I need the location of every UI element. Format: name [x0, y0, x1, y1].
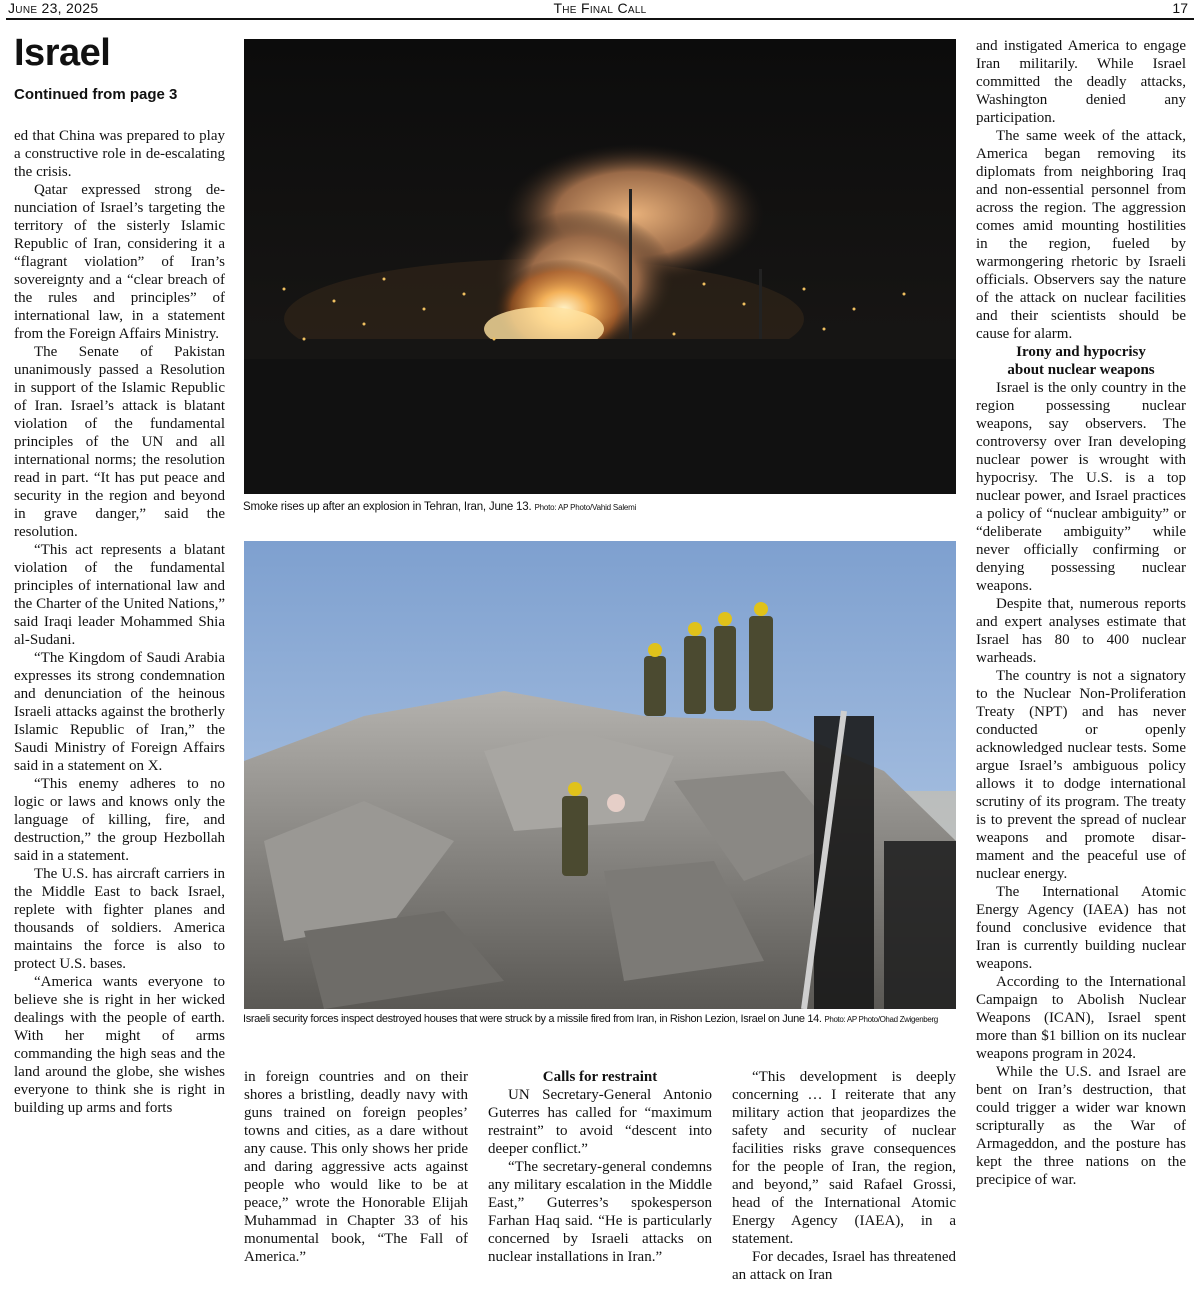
paragraph: Qatar expressed strong denunciation of Israel’s targeting the territory of the sisterly Islamic Republic of Iran, considering it a “flagrant violation” of Iran’s sovereignty and a “clear breach of the rules and principles” of international law, in a statement from the Foreign Affairs Ministry. [14, 182, 225, 342]
paragraph: and instigated America to engage Iran militarily. While Israel committed the deadly attacks, Washington denied any participation. [976, 38, 1186, 126]
subhead-irony-line2: about nuclear weapons [1007, 362, 1155, 378]
column-4 [732, 1068, 956, 1284]
photo1-credit: Photo: AP Photo/Vahid Salemi [534, 503, 637, 512]
continued-from: Continued from page 3 [14, 86, 178, 103]
paragraph: The country is not a signatory to the Nuclear Non-Proliferation Treaty (NPT) and has never conducted or openly acknowledged nuclear tests. Some argue Israel’s ambiguous policy allows it to dodge international scrutiny of its program. The treaty is to prevent the spread of nuclear weapons and promote disarmament and the peaceful use of nuclear energy. [976, 668, 1186, 882]
paragraph: “This enemy adheres to no logic or laws and knows only the language of killing, fire, and destruction,” the group Hezbollah said in a statement. [14, 776, 225, 864]
paragraph: The Senate of Pakistan unanimously passed a Resolution in support of the Islamic Republic of Iran. Israel’s attack is blatant violation of the fundamental principles of the UN and all international norms; the resolution read in part. “It has put peace and security in the region and beyond in grave danger,” said the resolution. [14, 344, 225, 540]
paragraph: The U.S. has aircraft carriers in the Middle East to back Israel, replete with fighter planes and thousands of soldiers. America maintains the force is also to protect U.S. bases. [14, 866, 225, 972]
photo1-caption-text: Smoke rises up after an explosion in Tehran, Iran, June 13. [243, 501, 532, 513]
subhead-irony-line1: Irony and hypocrisy [1016, 344, 1146, 360]
paragraph: ed that China was prepared to play a constructive role in de-escalating the crisis. [14, 128, 225, 180]
paragraph: Despite that, numerous reports and expert analyses estimate that Israel has 80 to 400 nuclear warheads. [976, 596, 1186, 666]
explosion-image [244, 39, 956, 494]
paragraph: The International Atomic Energy Agency (IAEA) has not found conclusive evidence that Iran is currently building nuclear weapons. [976, 884, 1186, 972]
column-5 [976, 37, 1186, 1189]
paragraph: “The Kingdom of Saudi Arabia expresses its strong condemnation and denunciation of the heinous Israeli attacks against the brotherly Islamic Republic of Iran,” the Saudi Ministry of Foreign Affairs said in a statement on X. [14, 650, 225, 774]
paragraph: UN Secretary-General Antonio Guterres has called for “maximum restraint” to avoid “descent into deeper conflict.” [488, 1087, 712, 1157]
column-1 [14, 127, 225, 1117]
page-number: 17 [1172, 0, 1188, 16]
paragraph: For decades, Israel has threatened an attack on Iran [732, 1249, 956, 1283]
photo2-credit: Photo: AP Photo/Ohad Zwigenberg [824, 1015, 938, 1024]
issue-date: June 23, 2025 [8, 0, 99, 16]
paragraph: “The secretary-general condemns any military escalation in the Middle East,” Guterres’s spokesperson Farhan Haq said. “He is particularly concerned by Israeli attacks on nuclear installations in Iran.” [488, 1159, 712, 1265]
photo1-caption [243, 500, 636, 515]
photo2-caption-text: Israeli security forces inspect destroyed houses that were struck by a missile fired from Iran, in Rishon Lezion, Israel on June 14. [243, 1013, 822, 1025]
paragraph: “America wants everyone to believe she is right in her wicked dealings with the people of earth. With her might of arms commanding the high seas and the land around the globe, she wishes everyone to think she is right in building up arms and forts [14, 974, 225, 1116]
article-title: Israel [14, 32, 111, 74]
photo-rishon-lezion-rubble [244, 541, 956, 1009]
paragraph: in foreign countries and on their shores a bristling, deadly navy with guns trained on foreign peoples’ towns and cities, as a dare without any cause. This only shows her pride and daring aggressive acts against people who would like to be at peace,” wrote the Honorable Elijah Muhammad in Chapter 33 of his monumental book, “The Fall of America.” [244, 1069, 468, 1265]
rubble-image [244, 541, 956, 1009]
paragraph: Israel is the only country in the region possessing nuclear weapons, say observers. The controversy over Iran developing nuclear power is wrought with hypocrisy. The U.S. is a top nuclear power, and Israel practices a policy of “nuclear ambiguity” or “deliberate ambiguity” while never officially confirming or denying possessing nuclear weapons. [976, 380, 1186, 594]
paragraph: “This act represents a blatant violation of the fundamental principles of international law and the Charter of the United Nations,” said Iraqi leader Mohammed Shia al-Sudani. [14, 542, 225, 648]
column-3 [488, 1068, 712, 1266]
paragraph: According to the International Campaign to Abolish Nuclear Weapons (ICAN), Israel spent more than $1 billion on its nuclear weapons program in 2024. [976, 974, 1186, 1062]
photo-tehran-explosion [244, 39, 956, 494]
photo2-caption [243, 1012, 938, 1027]
paragraph: The same week of the attack, America began removing its diplomats from neighboring Iraq and non-essential personnel from across the region. The aggression comes amid mounting hostilities in the region, fueled by warmongering rhetoric by Israeli officials. Observers say the nature of the attack on nuclear facilities and their scientists should be cause for alarm. [976, 128, 1186, 342]
paragraph: While the U.S. and Israel are bent on Iran’s destruction, that could trigger a wider war known scripturally as the War of Armageddon, and the posture has kept the three nations on the precipice of war. [976, 1064, 1186, 1188]
publication-name: The Final Call [553, 0, 647, 16]
subhead-calls-for-restraint: Calls for restraint [542, 1069, 658, 1085]
paragraph: “This development is deeply concerning … I reiterate that any military action that jeopardizes the safety and security of nuclear facilities risks grave consequences for the people of Iran, the region, and beyond,” said Rafael Grossi, head of the International Atomic Energy Agency (IAEA), in a statement. [732, 1069, 956, 1247]
column-2 [244, 1068, 468, 1266]
page-header [6, 0, 1194, 20]
